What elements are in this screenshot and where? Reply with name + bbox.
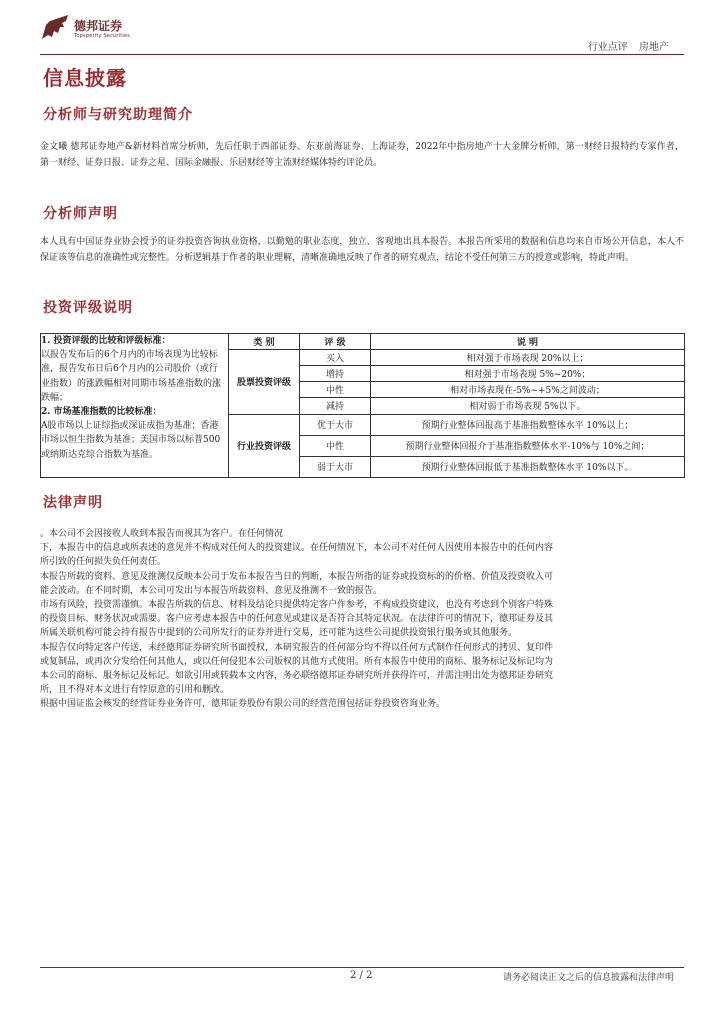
grade-cell: 弱于大市: [300, 456, 371, 477]
analyst-heading: 分析师与研究助理简介: [43, 107, 193, 123]
header-divider: [40, 54, 684, 55]
grade-cell: 中性: [300, 382, 371, 398]
grade-cell: 优于大市: [300, 414, 371, 435]
legal-line: 所，且不得对本文进行有悖原意的引用和删改。: [40, 685, 230, 696]
grade-cell: 中性: [300, 435, 371, 456]
header-tags: [588, 38, 669, 53]
desc-cell: 相对市场表现在-5%~+5%之间波动；: [371, 382, 685, 398]
bull-logo-icon: [40, 15, 70, 43]
criteria-2-text: A股市场以上证综指或深证成指为基准；香港市场以恒生指数为基准；美国市场以标普500或纳斯达克综合指数为基准。: [41, 421, 221, 460]
grade-cell: 买入: [300, 350, 371, 366]
legal-line: 下，本报告中的信息或所表述的意见并不构成对任何人的投资建议。在任何情况下，本公司不对任何人因使用本报告中的任何内容: [40, 543, 554, 554]
table-header-grade: 评 级: [300, 334, 371, 350]
legal-line: 市场有风险，投资需谨慎。本报告所载的信息、材料及结论只提供特定客户作参考，不构成投资建议，也没有考虑到个别客户特殊: [40, 600, 554, 611]
legal-line: 的投资目标、财务状况或需要。客户应考虑本报告中的任何意见或建议是否符合其特定状况。在法律许可的情况下，德邦证券及其: [40, 614, 554, 625]
logo: [40, 14, 130, 44]
desc-cell: 预期行业整体回报低于基准指数整体水平 10%以下。: [371, 456, 685, 477]
desc-cell: 预期行业整体回报高于基准指数整体水平 10%以上；: [371, 414, 685, 435]
desc-cell: 相对弱于市场表现 5%以下。: [371, 398, 685, 414]
group-stock: 股票投资评级: [229, 350, 300, 414]
footer-note: 请务必阅读正文之后的信息披露和法律声明: [502, 973, 674, 983]
legal-heading: 法律声明: [43, 495, 103, 511]
rating-heading: 投资评级说明: [43, 300, 133, 316]
legal-line: 。本公司不会因接收人收到本报告而视其为客户。在任何情况: [40, 529, 284, 539]
logo-cn-text: 德邦证券: [74, 19, 123, 33]
legal-line: 根据中国证监会核发的经营证券业务许可，德邦证券股份有限公司的经营范围包括证券投资咨询业务。: [40, 699, 446, 710]
legal-line: 本报告所载的资料、意见及推测仅反映本公司于发布本报告当日的判断，本报告所指的证券或投资标的的价格、价值及投资收入可: [40, 571, 554, 582]
desc-cell: 预期行业整体回报介于基准指数整体水平-10%与 10%之间；: [371, 435, 685, 456]
page-number: 2 / 2: [350, 970, 373, 981]
group-industry: 行业投资评级: [229, 414, 300, 477]
page-title: 信息披露: [43, 66, 127, 90]
table-header-desc: 说 明: [371, 334, 685, 350]
legal-line: 或复制品，或再次分发给任何其他人，或以任何侵犯本公司版权的其他方式使用。所有本报告中使用的商标、服务标记及标记均为: [40, 656, 554, 667]
table-header-type: 类 别: [229, 334, 300, 350]
rating-criteria: [41, 334, 226, 462]
criteria-1-title: 1. 投资评级的比较和评级标准：: [41, 336, 171, 346]
statement-text: 本人具有中国证券业协会授予的证券投资咨询执业资格，以勤勉的职业态度，独立、客观地出具本报告。本报告所采用的数据和信息均来自市场公开信息，本人不保证该等信息的准确性或完整性。分析逻辑基于作者的职业理解，清晰准确地反映了作者的研究观点，结论不受任何第三方的授意或影响，特此声明。: [40, 237, 684, 263]
grade-cell: 减持: [300, 398, 371, 414]
footer-divider: [40, 967, 684, 968]
legal-line: 所属关联机构可能会持有报告中提到的公司所发行的证券并进行交易，还可能为这些公司提供投资银行服务或其他服务。: [40, 628, 518, 639]
logo-en-text: Topsperity Securities: [74, 33, 131, 39]
grade-cell: 增持: [300, 366, 371, 382]
legal-line: 本报告仅向特定客户传送，未经德邦证券研究所书面授权，本研究报告的任何部分均不得以任何方式制作任何形式的拷贝、复印件: [40, 642, 554, 653]
legal-text: [40, 527, 684, 712]
desc-cell: 相对强于市场表现 5%~20%；: [371, 366, 685, 382]
header-sector: 房地产: [639, 42, 669, 53]
legal-line: 所引致的任何损失负任何责任。: [40, 557, 167, 568]
legal-line: 本公司的商标、服务标记及标记。如欲引用或转载本文内容，务必联络德邦证券研究所并获得许可，并需注明出处为德邦证券研究: [40, 671, 554, 682]
analyst-intro-text: 金文曦 德邦证券地产&新材料首席分析师，先后任职于西部证券、东亚前海证券、上海证券，2022年中指房地产十大金牌分析师，第一财经日报特约专家作者，第一财经、证券日报、证券之星、国际金融报、乐居财经等主流财经媒体特约评论员。: [40, 142, 684, 168]
desc-cell: 相对强于市场表现 20%以上；: [371, 350, 685, 366]
criteria-1-text: 以报告发布后的6个月内的市场表现为比较标准，报告发布日后6个月内的公司股价（或行业指数）的涨跌幅相对同期市场基准指数的涨跌幅；: [41, 350, 222, 403]
statement-heading: 分析师声明: [43, 206, 118, 222]
criteria-2-title: 2. 市场基准指数的比较标准：: [41, 407, 162, 418]
header-category: 行业点评: [587, 42, 628, 53]
legal-line: 能会波动。在不同时期，本公司可发出与本报告所载资料、意见及推测不一致的报告。: [40, 585, 383, 596]
